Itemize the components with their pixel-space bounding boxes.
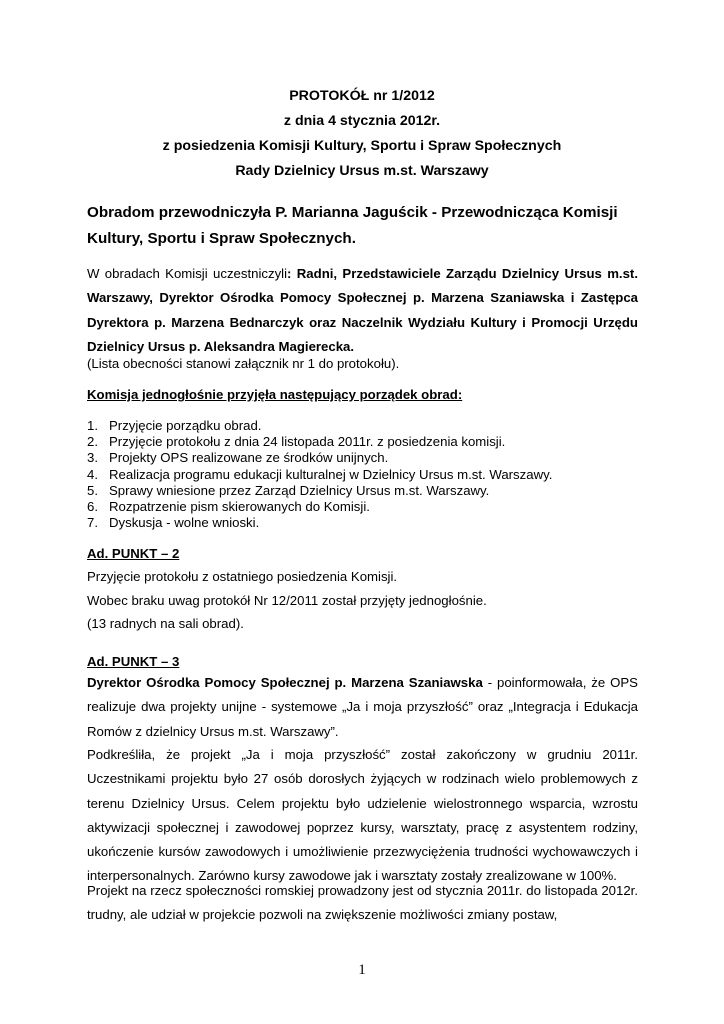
attendance-list: Radni, Przedstawiciele Zarządu Dzielnicy Ursus m.st. Warszawy, Dyrektor Ośrodka Pomocy Społecznej p. Marzena Szaniawska i Zastępca Dyrektora p. Marzena Bednarczyk oraz Naczelnik Wydziału Kultury i Promocji Urzędu Dzielnicy Ursus p. Aleksandra Magierecka. xyxy=(87,266,638,354)
point2-heading: Ad. PUNKT – 2 xyxy=(87,546,180,561)
list-item-text: Projekty OPS realizowane ze środków unijnych. xyxy=(109,450,389,466)
list-item xyxy=(87,450,552,466)
protocol-title: PROTOKÓŁ nr 1/2012 xyxy=(289,88,435,104)
list-item-text: Rozpatrzenie pism skierowanych do Komisji. xyxy=(109,499,370,515)
chair-paragraph xyxy=(87,200,639,252)
list-item xyxy=(87,499,552,515)
agenda-heading: Komisja jednogłośnie przyjęła następujący porządek obrad: xyxy=(87,387,463,402)
attendance-intro: W obradach Komisji uczestniczyli xyxy=(87,266,288,281)
protocol-committee: z posiedzenia Komisji Kultury, Sportu i Spraw Społecznych xyxy=(162,138,562,154)
list-item xyxy=(87,467,552,483)
point3-paragraph3: Projekt na rzecz społeczności romskiej prowadzony jest od stycznia 2011r. do listopada 2012r. trudny, ale udział w projekcie pozwoli na zwiększenie możliwości zmiany postaw, xyxy=(87,883,638,923)
attendance-colon: : xyxy=(287,266,297,281)
list-item xyxy=(87,434,552,450)
point2-line2: Wobec braku uwag protokół Nr 12/2011 został przyjęty jednogłośnie. xyxy=(87,593,487,608)
point3-speaker: Dyrektor Ośrodka Pomocy Społecznej p. Marzena Szaniawska xyxy=(87,675,483,690)
chair-separator: - xyxy=(427,204,442,221)
point3-paragraph1 xyxy=(87,671,638,744)
list-item xyxy=(87,515,552,531)
list-item-number: 2. xyxy=(87,434,98,450)
list-item-text: Dyskusja - wolne wnioski. xyxy=(109,515,260,531)
list-item-number: 1. xyxy=(87,418,98,433)
chair-role: Przewodnicząca Komisji Kultury, Sportu i Spraw Społecznych. xyxy=(87,204,618,247)
list-item-text: Przyjęcie protokołu z dnia 24 listopada 2011r. z posiedzenia komisji. xyxy=(109,434,506,450)
point3-paragraph1-text: - poinformowała, że OPS realizuje dwa projekty unijne - systemowe „Ja i moja przyszłość” oraz „Integracja i Edukacja Romów z dzielnicy Ursus m.st. Warszawy”. xyxy=(87,675,638,739)
list-item-number: 6. xyxy=(87,499,98,515)
list-item-number: 7. xyxy=(87,515,98,531)
list-item xyxy=(87,418,552,434)
point2-line1: Przyjęcie protokołu z ostatniego posiedzenia Komisji. xyxy=(87,569,398,584)
list-item-number: 3. xyxy=(87,450,98,466)
list-item-text: Sprawy wniesione przez Zarząd Dzielnicy Ursus m.st. Warszawy. xyxy=(109,482,490,498)
point3-heading: Ad. PUNKT – 3 xyxy=(87,654,180,669)
page-number: 1 xyxy=(358,962,366,978)
attendance-paragraph xyxy=(87,262,638,359)
list-item-number: 5. xyxy=(87,482,98,498)
list-item-number: 4. xyxy=(87,466,98,482)
protocol-date: z dnia 4 stycznia 2012r. xyxy=(283,113,441,129)
protocol-council: Rady Dzielnicy Ursus m.st. Warszawy xyxy=(235,163,489,179)
agenda-list xyxy=(87,418,552,531)
list-item-text: Realizacja programu edukacji kulturalnej w Dzielnicy Ursus m.st. Warszawy. xyxy=(109,466,553,482)
attendance-note: (Lista obecności stanowi załącznik nr 1 do protokołu). xyxy=(87,356,400,371)
list-item-text: Przyjęcie porządku obrad. xyxy=(109,418,262,433)
list-item xyxy=(87,483,552,499)
point2-line3: (13 radnych na sali obrad). xyxy=(87,616,244,631)
point3-paragraph2: Podkreśliła, że projekt „Ja i moja przyszłość” został zakończony w grudniu 2011r. Uczestnikami projektu było 27 osób dorosłych żyjących w rodzinach wielo problemowych z terenu Dzielnicy Ursus. Celem projektu było udzielenie wielostronnego wsparcia, wzrostu aktywizacji społecznej i zawodowej poprzez kursy, warsztaty, pracę z asystentem rodziny, ukończenie kursów zawodowych i umożliwienie przezwyciężenia trudności wychowawczych i interpersonalnych. Zarówno kursy zawodowe jak i warsztaty zostały zrealizowane w 100%. xyxy=(87,747,638,884)
chair-name: Obradom przewodniczyła P. Marianna Jaguścik xyxy=(87,204,428,221)
